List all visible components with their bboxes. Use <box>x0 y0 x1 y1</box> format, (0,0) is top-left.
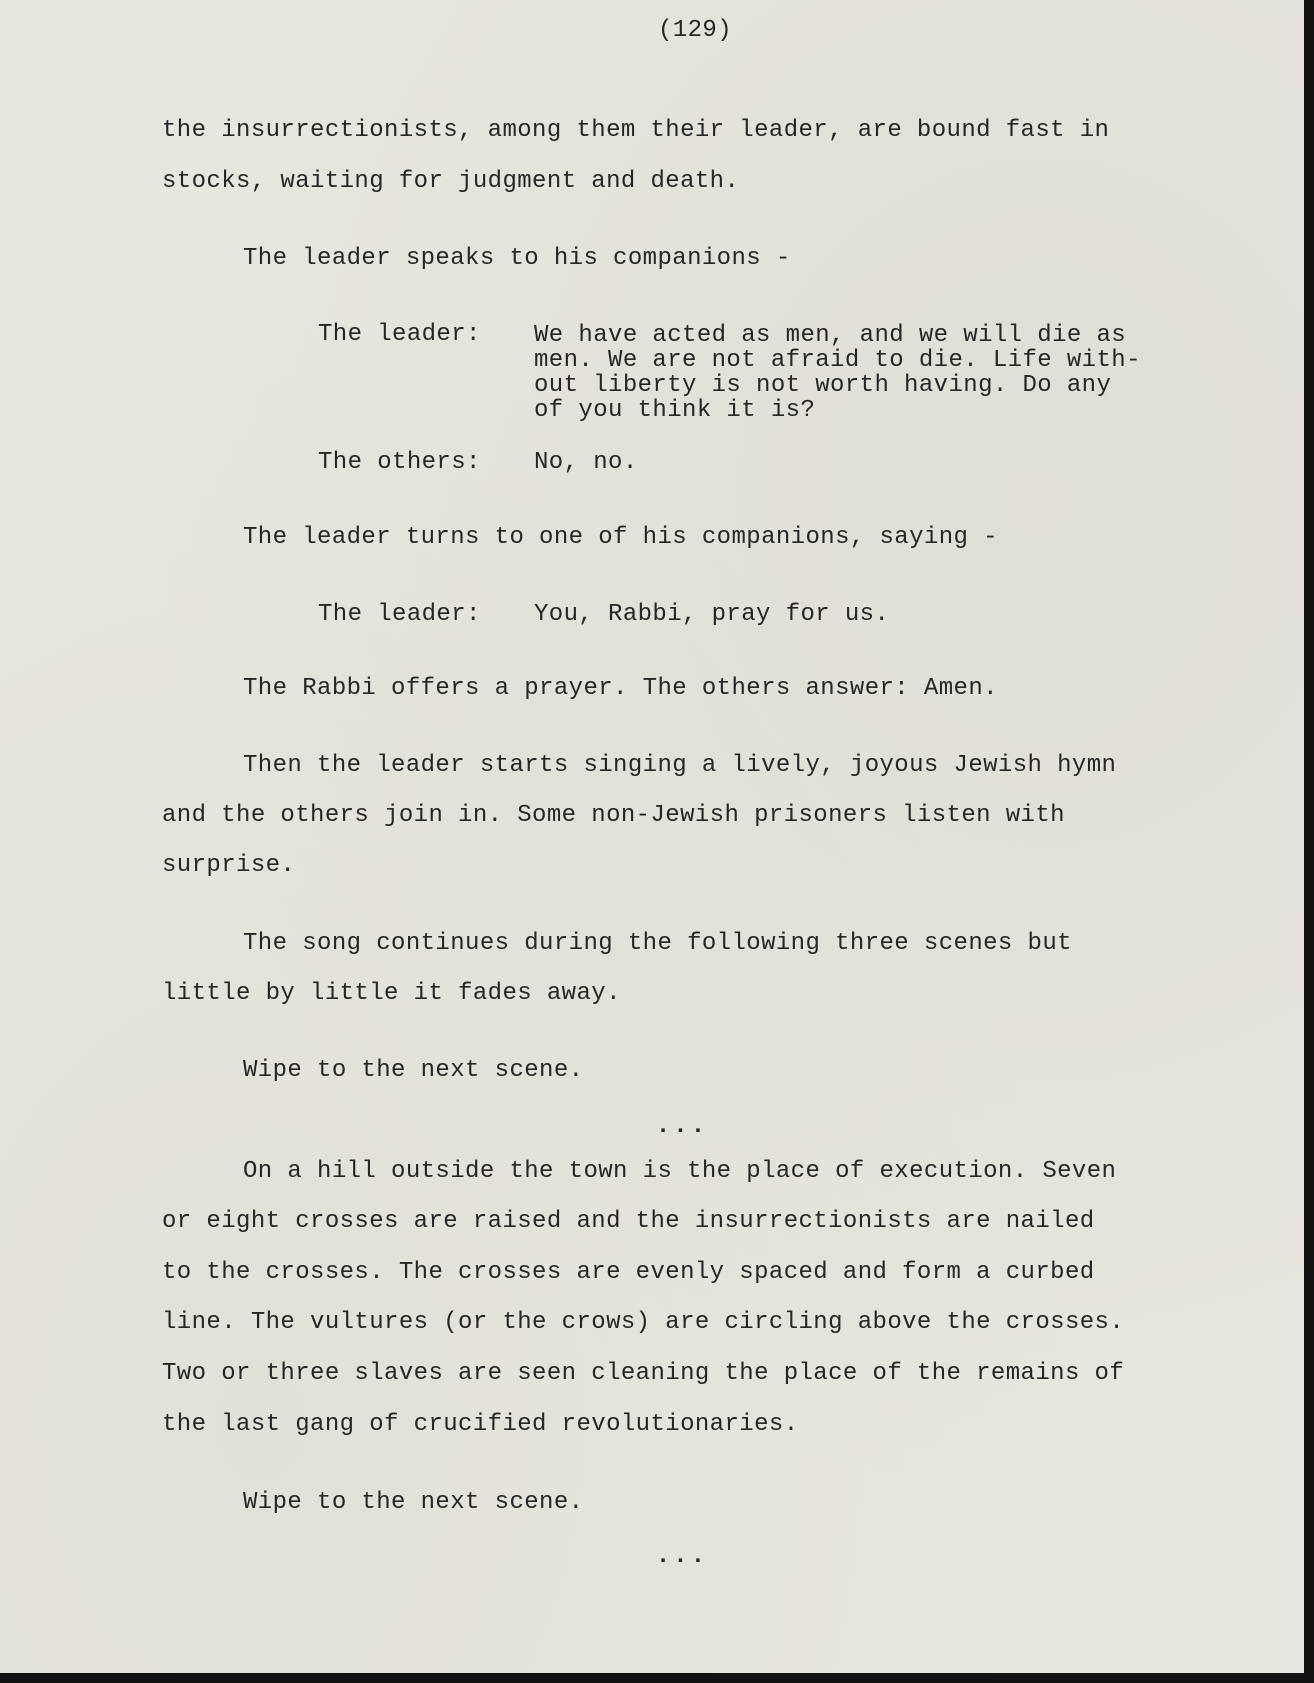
paragraph-line: the last gang of crucified revolutionaries. <box>162 1411 799 1438</box>
paragraph-line: Two or three slaves are seen cleaning the place of the remains of <box>162 1360 1125 1387</box>
paragraph-line: the insurrectionists, among them their leader, are bound fast in <box>162 117 1110 144</box>
paragraph-line: Then the leader starts singing a lively, joyous Jewish hymn <box>243 752 1117 779</box>
speaker-label: The others: <box>318 449 481 476</box>
speaker-label: The leader: <box>318 601 481 628</box>
paragraph-line: and the others join in. Some non-Jewish prisoners listen with <box>162 802 1065 829</box>
paragraph-line: The song continues during the following three scenes but <box>243 930 1072 957</box>
paragraph-line: stocks, waiting for judgment and death. <box>162 168 740 195</box>
speech-line: men. We are not afraid to die. Life with- <box>534 347 1141 374</box>
page-number: (129) <box>657 17 732 44</box>
speech-line: No, no. <box>534 449 638 476</box>
paragraph-line: or eight crosses are raised and the insurrectionists are nailed <box>162 1208 1095 1235</box>
scene-separator: ... <box>655 1543 709 1570</box>
paragraph-line: to the crosses. The crosses are evenly spaced and form a curbed <box>162 1259 1095 1286</box>
speech-line: out liberty is not worth having. Do any <box>534 372 1112 399</box>
scan-edge-bottom <box>0 1673 1314 1683</box>
paragraph-line: surprise. <box>162 852 296 879</box>
scene-direction: Wipe to the next scene. <box>243 1489 584 1516</box>
speech-line: You, Rabbi, pray for us. <box>534 601 890 628</box>
scan-edge-right <box>1304 0 1314 1683</box>
paragraph-line: little by little it fades away. <box>162 980 621 1007</box>
paragraph-line: The leader speaks to his companions - <box>243 245 791 272</box>
paragraph-line: On a hill outside the town is the place of execution. Seven <box>243 1158 1117 1185</box>
speaker-label: The leader: <box>318 321 481 348</box>
paragraph-line: The Rabbi offers a prayer. The others answer: Amen. <box>243 675 998 702</box>
speech-line: of you think it is? <box>534 397 816 424</box>
paragraph-line: The leader turns to one of his companions, saying - <box>243 524 998 551</box>
speech-line: We have acted as men, and we will die as <box>534 322 1127 349</box>
paragraph-line: line. The vultures (or the crows) are circling above the crosses. <box>162 1309 1125 1336</box>
scene-separator: ... <box>655 1113 709 1140</box>
scene-direction: Wipe to the next scene. <box>243 1057 584 1084</box>
speech-block <box>534 323 1174 423</box>
